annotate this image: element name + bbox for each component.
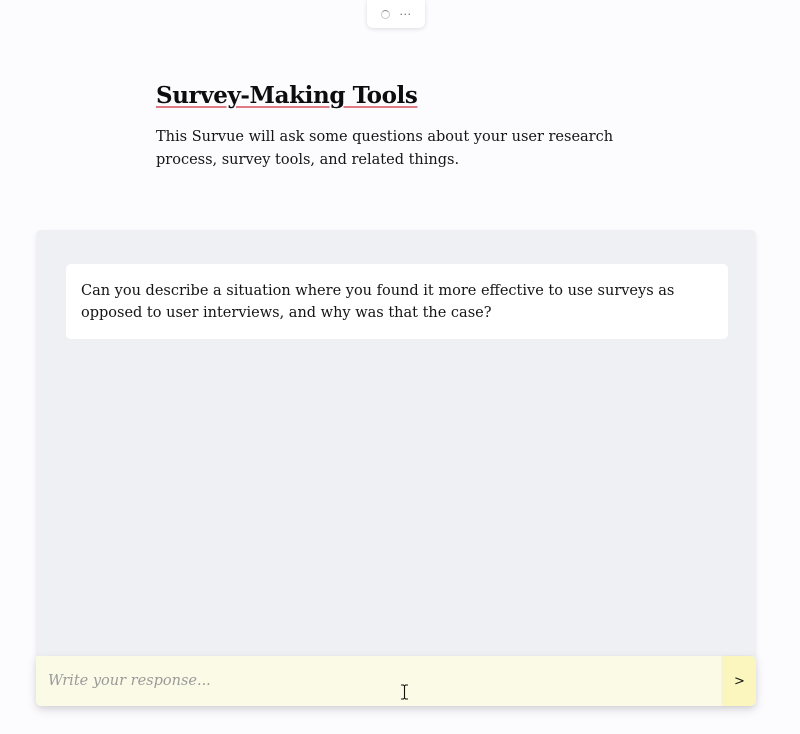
text-cursor-icon xyxy=(400,684,409,700)
loading-indicator xyxy=(367,0,425,28)
loading-dots: ... xyxy=(399,4,412,18)
question-bubble: Can you describe a situation where you found it more effective to use surveys as opposed to user interviews, and why was that the case? xyxy=(66,264,728,339)
send-button[interactable]: > xyxy=(723,656,756,706)
survey-description: This Survue will ask some questions about your user research process, survey tools, and related things. xyxy=(156,129,614,168)
spinner-icon xyxy=(381,10,390,19)
chat-panel xyxy=(36,230,756,706)
response-bar xyxy=(36,656,756,706)
survey-header xyxy=(156,80,646,172)
survey-title: Survey-Making Tools xyxy=(156,82,418,109)
response-input[interactable] xyxy=(36,656,723,706)
